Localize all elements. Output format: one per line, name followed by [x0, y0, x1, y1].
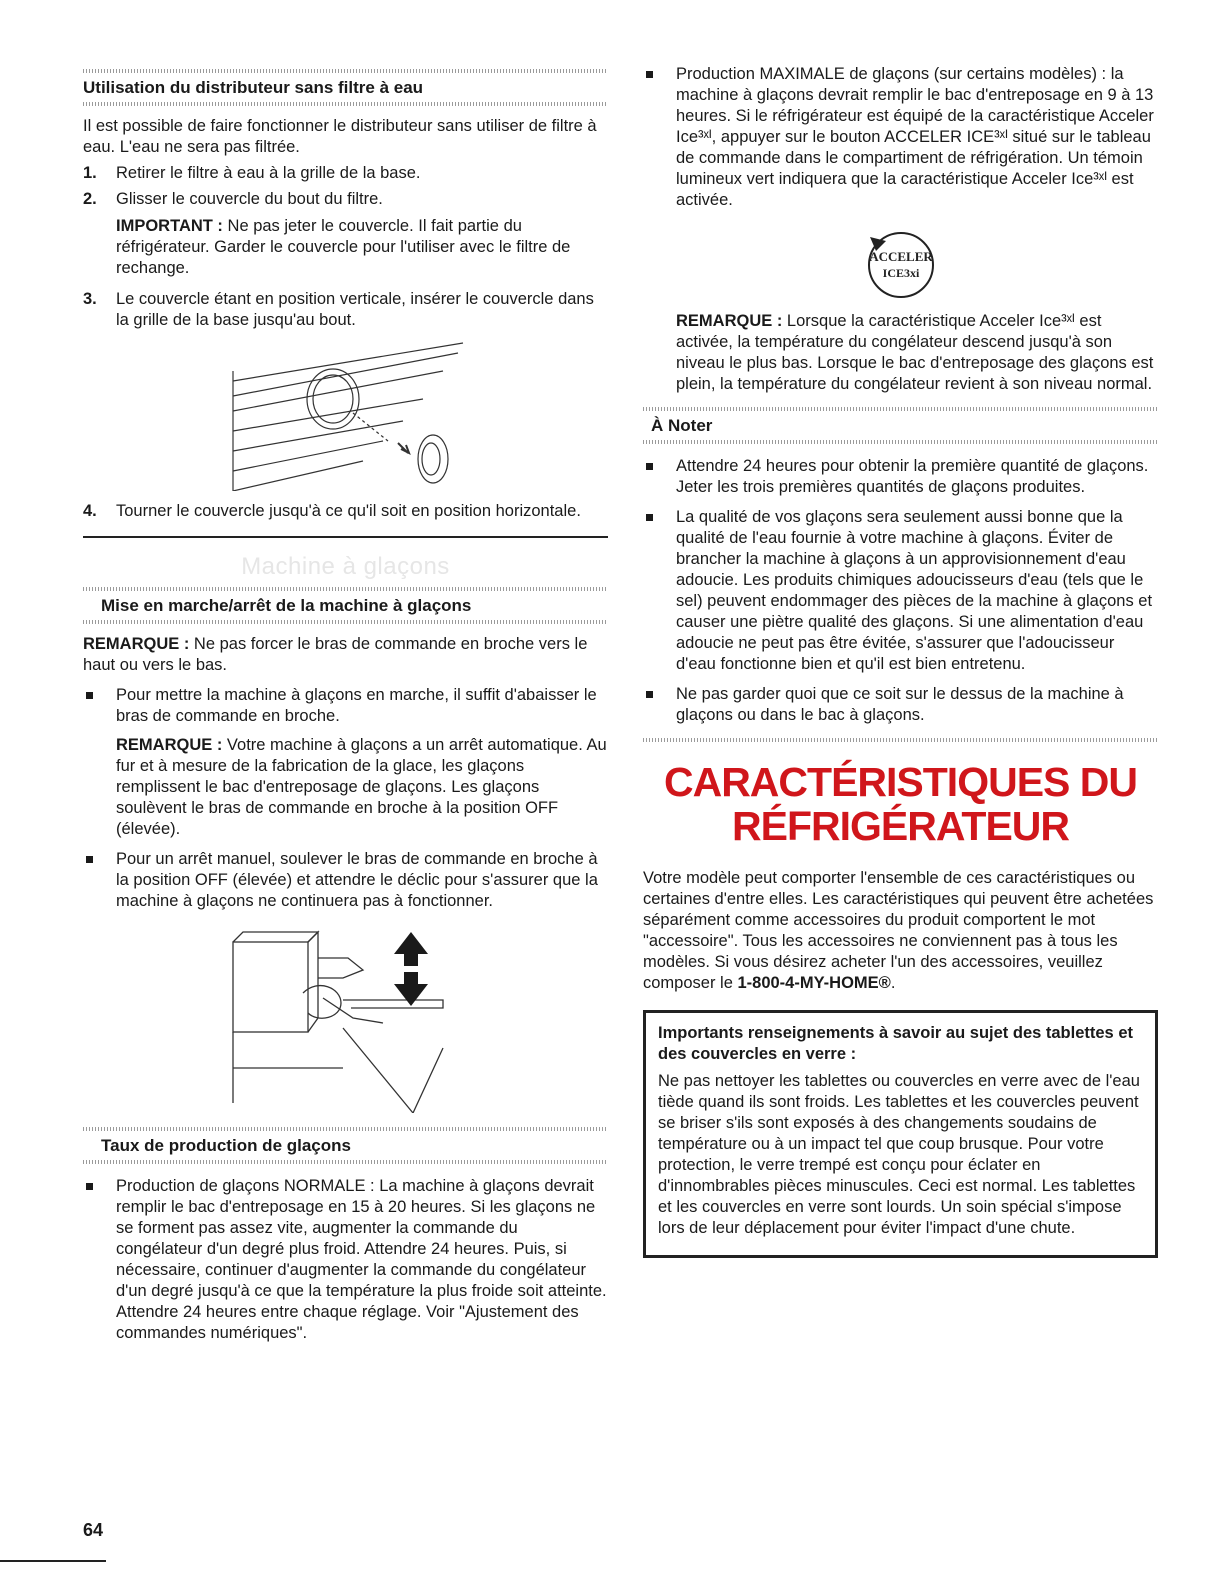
- paragraph: Il est possible de faire fonctionner le distributeur sans utiliser de filtre à eau. L'eau ne sera pas filtrée.: [83, 117, 597, 156]
- intro-end: .: [890, 974, 896, 992]
- note-label: REMARQUE :: [116, 736, 223, 754]
- step-text: Glisser le couvercle du bout du filtre.: [116, 190, 383, 208]
- step-text: Retirer le filtre à eau à la grille de la base.: [116, 164, 421, 182]
- bullet-item: [83, 1176, 608, 1344]
- bullet-item: [83, 849, 608, 912]
- glass-info-box: [643, 1010, 1158, 1258]
- section-heading-onoff: Mise en marche/arrêt de la machine à glaçons: [101, 596, 472, 615]
- step-2: [83, 189, 608, 210]
- step-number: 2.: [83, 190, 97, 208]
- bullet-item: [643, 64, 1158, 211]
- intro-text: Votre modèle peut comporter l'ensemble de ces caractéristiques ou certaines d'entre elles. Les caractéristiques qui peuvent être achetées séparément comme accessoires du produit comportent le mot "accessoire". Tous les accessoires ne conviennent pas à tous les modèles. Si vous désirez acheter l'un des accessoires, veuillez composer le: [643, 869, 1154, 992]
- section-heading-rate: Taux de production de glaçons: [101, 1136, 351, 1155]
- section-heading-anoter: À Noter: [651, 416, 713, 435]
- important-text: Ne pas jeter le couvercle. Il fait partie du réfrigérateur. Garder le couvercle pour l'utiliser avec le filtre de rechange.: [116, 217, 571, 277]
- bottom-line: [0, 1560, 106, 1562]
- bullet-note: [116, 735, 608, 840]
- section-heading-filter: Utilisation du distributeur sans filtre à eau: [83, 78, 424, 97]
- step-4: [83, 501, 608, 522]
- dotted-rule: [83, 620, 608, 624]
- important-note: [83, 216, 608, 279]
- step-3: [83, 289, 608, 331]
- note-paragraph: [83, 634, 608, 676]
- bullet-item: [643, 456, 1158, 498]
- acceler-ice-button-icon: [846, 221, 956, 301]
- box-title: Importants renseignements à savoir au sujet des tablettes et des couvercles en verre :: [658, 1024, 1133, 1063]
- dotted-rule: [83, 1160, 608, 1164]
- button-label-2: ICE3xi: [882, 266, 919, 280]
- bullet-item: [643, 507, 1158, 675]
- bullet-text: La qualité de vos glaçons sera seulement aussi bonne que la qualité de l'eau fournie à votre machine à glaçons. Éviter de brancher la machine à glaçons à un approvisionnement d'eau adoucie. Les produits chimiques adoucisseurs d'eau (tels que le sel) peuvent endommager des pièces de la machine à glaçons et causer une piètre qualité des glaçons. Si une alimentation d'eau adoucie ne peut pas être évitée, s'assurer que l'adoucisseur d'eau fonctionne bien et qu'il est bien entretenu.: [676, 508, 1153, 673]
- dotted-rule: [643, 440, 1158, 444]
- chapter-title-line-1: CARACTÉRISTIQUES DU: [663, 759, 1138, 805]
- page-number: 64: [83, 1520, 104, 1540]
- filter-cap-illustration: [223, 341, 483, 491]
- section-title-ice-maker: Machine à glaçons: [241, 553, 450, 580]
- phone-number: 1-800-4-MY-HOME®: [737, 974, 891, 992]
- chapter-title: [643, 760, 1158, 848]
- note-label: REMARQUE :: [83, 635, 190, 653]
- note-text: Ne pas forcer le bras de commande en broche vers le haut ou vers le bas.: [83, 635, 588, 674]
- note-text: Lorsque la caractéristique Acceler Ice³ˣᴵ est activée, la température du congélateur descend jusqu'à son niveau le plus bas. Lorsque le bac d'entreposage des glaçons est plein, la température du congélateur revient à son niveau normal.: [676, 312, 1154, 393]
- note-label: REMARQUE :: [676, 312, 783, 330]
- right-column: [643, 0, 1158, 1258]
- important-label: IMPORTANT :: [116, 217, 223, 235]
- left-column: [83, 0, 608, 1344]
- step-number: 3.: [83, 290, 97, 308]
- step-1: [83, 163, 608, 184]
- bullet-text: Production de glaçons NORMALE : La machine à glaçons devrait remplir le bac d'entreposage en 15 à 20 heures. Si les glaçons ne se forment pas assez vite, augmenter la commande du congélateur d'un degré plus froid. Attendre 24 heures. Puis, si nécessaire, continuer d'augmenter la commande du congélateur d'un degré jusqu'à ce que la température la plus froide soit atteinte. Attendre 24 heures entre chaque réglage. Voir "Ajustement des commandes numériques".: [116, 1177, 607, 1342]
- bullet-item: [643, 684, 1158, 726]
- bullet-text: Ne pas garder quoi que ce soit sur le dessus de la machine à glaçons ou dans le bac à glaçons.: [676, 685, 1124, 724]
- dotted-rule: [83, 102, 608, 106]
- bullet-text: Pour un arrêt manuel, soulever le bras de commande en broche à la position OFF (élevée) et attendre le déclic pour s'assurer que la machine à glaçons ne continuera pas à fonctionner.: [116, 850, 598, 910]
- note-paragraph: [643, 311, 1158, 395]
- step-text: Le couvercle étant en position verticale, insérer le couvercle dans la grille de la base jusqu'au bout.: [116, 290, 594, 329]
- bullet-item: [83, 685, 608, 840]
- intro-paragraph: [643, 868, 1158, 994]
- bullet-text: Pour mettre la machine à glaçons en marche, il suffit d'abaisser le bras de commande en broche.: [116, 686, 597, 725]
- dotted-rule: [643, 738, 1158, 742]
- bullet-text: Attendre 24 heures pour obtenir la première quantité de glaçons. Jeter les trois premières quantités de glaçons produites.: [676, 457, 1149, 496]
- note-text: Votre machine à glaçons a un arrêt automatique. Au fur et à mesure de la fabrication de la glace, les glaçons remplissent le bac d'entreposage de glaçons. Les glaçons soulèvent le bras de commande en broche à la position OFF (élevée).: [116, 736, 607, 838]
- step-number: 1.: [83, 164, 97, 182]
- ice-maker-arm-illustration: [223, 928, 463, 1113]
- step-number: 4.: [83, 502, 97, 520]
- chapter-title-line-2: RÉFRIGÉRATEUR: [731, 803, 1070, 849]
- section-divider: [83, 536, 608, 538]
- button-label-1: ACCELER: [868, 249, 933, 264]
- box-text: Ne pas nettoyer les tablettes ou couvercles en verre avec de l'eau tiède quand ils sont froids. Les tablettes et les couvercles peuvent se briser s'ils sont exposés à des changements soudains de température ou à un impact tel que coup brusque. Pour votre protection, le verre trempé est conçu pour éclater en d'innombrables pièces minuscules. Ceci est normal. Les tablettes et les couvercles en verre sont lourds. Un soin spécial s'impose lors de leur déplacement pour éviter l'impact d'une chute.: [658, 1072, 1140, 1237]
- step-text: Tourner le couvercle jusqu'à ce qu'il soit en position horizontale.: [116, 502, 581, 520]
- bullet-text: Production MAXIMALE de glaçons (sur certains modèles) : la machine à glaçons devrait remplir le bac d'entreposage en 9 à 13 heures. Si le réfrigérateur est équipé de la caractéristique Acceler Ice³ˣᴵ, appuyer sur le bouton ACCELER ICE³ˣᴵ situé sur le tableau de commande dans le compartiment de réfrigération. Un témoin lumineux vert indiquera que la caractéristique Acceler Ice³ˣᴵ est activée.: [676, 65, 1154, 209]
